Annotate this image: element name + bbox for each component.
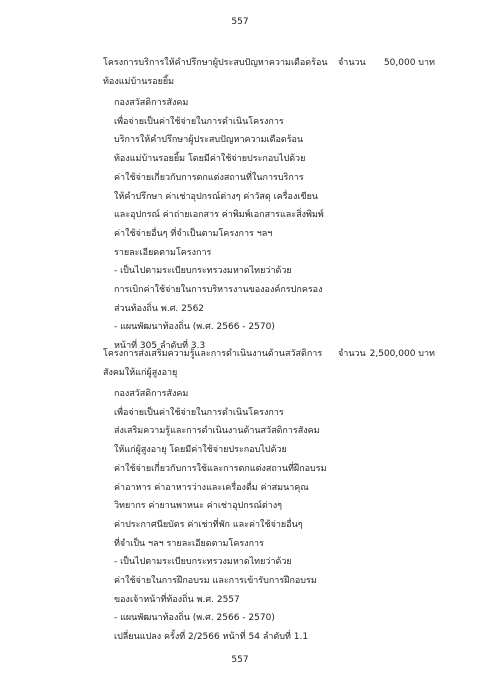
detail-line: ค่าใช้จ่ายเกี่ยวกับการใช้และการตกแต่งสถานที่ฝึกอบรม [114,463,327,474]
detail-line: ส่งเสริมความรู้และการดำเนินงานด้านสวัสดิการสังคม [114,426,320,437]
detail-line: - เป็นไปตามระเบียบกระทรวงมหาดไทยว่าด้วย [114,557,292,568]
project-2-details [114,385,433,647]
detail-line: - แผนพัฒนาท้องถิ่น (พ.ศ. 2566 - 2570) [114,322,275,333]
project-2-amount-label: จำนวน [338,349,366,359]
project-2-amount: 2,500,000 บาท [369,349,435,359]
detail-line: วิทยากร ค่ายานพาหนะ ค่าเช่าอุปกรณ์ต่างๆ [114,501,282,512]
detail-line: และอุปกรณ์ ค่าถ่ายเอกสาร ค่าพิมพ์เอกสารและสิ่งพิมพ์ [114,210,324,221]
detail-line: - แผนพัฒนาท้องถิ่น (พ.ศ. 2566 - 2570) [114,613,275,624]
detail-line: ส่วนท้องถิ่น พ.ศ. 2562 [114,303,205,314]
detail-line: ค่าใช้จ่ายอื่นๆ ที่จำเป็นตามโครงการ ฯลฯ [114,228,273,239]
detail-line: เพื่อจ่ายเป็นค่าใช้จ่ายในการดำเนินโครงการ [114,116,284,127]
detail-line: หน้าที่ 305 ลำดับที่ 3.3 [114,341,206,352]
project-1 [103,54,433,356]
project-1-header [103,54,433,94]
detail-line: กองสวัสดิการสังคม [114,389,189,399]
project-1-amount-label: จำนวน [338,58,366,68]
project-1-amount: 50,000 บาท [383,58,435,68]
detail-line: ที่จำเป็น ฯลฯ รายละเอียดตามโครงการ [114,538,264,549]
project-2 [103,345,433,647]
project-2-title: โครงการส่งเสริมความรู้และการดำเนินงานด้านสวัสดิการสังคมให้แก่ผู้สูงอายุ [103,349,323,378]
detail-line: - เป็นไปตามระเบียบกระทรวงมหาดไทยว่าด้วย [114,266,292,277]
detail-line: รายละเอียดตามโครงการ [114,247,212,258]
detail-line: ของเจ้าหน้าที่ท้องถิ่น พ.ศ. 2557 [114,594,240,605]
project-2-header [103,345,433,385]
detail-line: เพื่อจ่ายเป็นค่าใช้จ่ายในการดำเนินโครงการ [114,407,284,418]
page-number-bottom: 557 [231,655,249,665]
detail-line: ท้องแม่บ้านรอยยิ้ม โดยมีค่าใช้จ่ายประกอบไปด้วย [114,154,306,165]
page-number-top: 557 [231,17,249,27]
project-1-details [114,94,433,356]
detail-line: ให้คำปรึกษา ค่าเช่าอุปกรณ์ต่างๆ ค่าวัสดุ เครื่องเขียน [114,191,319,202]
detail-line: เปลี่ยนแปลง ครั้งที่ 2/2566 หน้าที่ 54 ลำดับที่ 1.1 [114,632,309,643]
detail-line: ค่าใช้จ่ายในการฝึกอบรม และการเข้ารับการฝึกอบรม [114,576,317,587]
detail-line: บริการให้คำปรึกษาผู้ประสบปัญหาความเดือดร้อน [114,135,304,146]
detail-line: ค่าประกาศนียบัตร ค่าเช่าที่พัก และค่าใช้จ่ายอื่นๆ [114,519,303,530]
detail-line: กองสวัสดิการสังคม [114,98,189,108]
detail-line: การเบิกค่าใช้จ่ายในการบริหารงานขององค์กรปกครอง [114,285,323,296]
detail-line: ค่าใช้จ่ายเกี่ยวกับการตกแต่งสถานที่ในการบริการ [114,172,304,183]
project-1-title: โครงการบริการให้คำปรึกษาผู้ประสบปัญหาความเดือดร้อน ท้องแม่บ้านรอยยิ้ม [103,58,328,87]
detail-line: ให้แก่ผู้สูงอายุ โดยมีค่าใช้จ่ายประกอบไปด้วย [114,445,287,456]
detail-line: ค่าอาหาร ค่าอาหารว่างและเครื่องดื่ม ค่าสมนาคุณ [114,482,309,493]
